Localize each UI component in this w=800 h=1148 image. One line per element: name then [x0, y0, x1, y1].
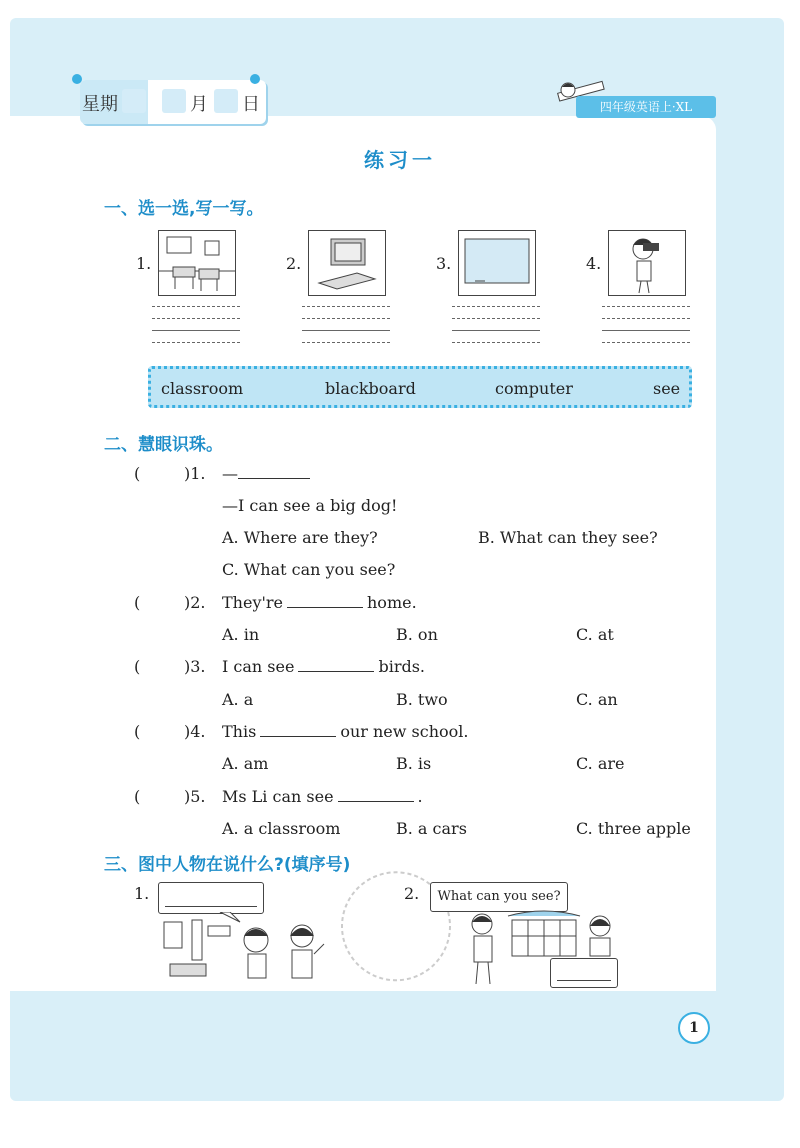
word-bank-item: blackboard: [325, 379, 416, 398]
option-b: B. on: [396, 625, 438, 644]
item-number: 2.: [286, 254, 302, 273]
option-a: A. a classroom: [222, 819, 341, 838]
option-a: A. in: [222, 625, 260, 644]
option-c: C. three apple: [576, 819, 691, 838]
week-label: 星期: [82, 94, 118, 115]
option-a: A. Where are they?: [222, 528, 378, 547]
write-line[interactable]: [152, 330, 240, 331]
page-number: 1: [678, 1012, 710, 1044]
write-line[interactable]: [302, 342, 390, 343]
option-a: A. am: [222, 754, 269, 773]
boy-with-binoculars-picture: [608, 230, 686, 296]
answer-paren-open: (: [134, 464, 141, 483]
question-text: Ms Li can see .: [222, 787, 423, 806]
item-number: 4.: [586, 254, 602, 273]
write-line[interactable]: [452, 306, 540, 307]
question-number: )4.: [184, 722, 206, 741]
item-number: 2.: [404, 884, 420, 903]
write-line[interactable]: [302, 318, 390, 319]
option-b: B. two: [396, 690, 448, 709]
item-number: 3.: [436, 254, 452, 273]
week-blank[interactable]: [122, 89, 146, 113]
item-number: 1.: [134, 884, 150, 903]
blackboard-picture: [458, 230, 536, 296]
page-title: 练习一: [364, 148, 436, 172]
pin-icon: [72, 74, 82, 84]
speech-bubble-answer[interactable]: [158, 882, 264, 914]
classroom-scene-illustration: [160, 912, 280, 986]
option-c: C. at: [576, 625, 614, 644]
section2-heading: 二、慧眼识珠。: [104, 435, 223, 455]
answer-paren-open: (: [134, 787, 141, 806]
woman-illustration: [580, 912, 620, 958]
write-line[interactable]: [602, 342, 690, 343]
question-text: I can see birds.: [222, 657, 425, 676]
option-b: B. a cars: [396, 819, 467, 838]
answer-paren-open: (: [134, 593, 141, 612]
question-text: —: [222, 464, 310, 483]
answer-paren-open: (: [134, 722, 141, 741]
speech-bubble-answer[interactable]: [550, 958, 618, 988]
write-line[interactable]: [152, 306, 240, 307]
classroom-picture: [158, 230, 236, 296]
write-line[interactable]: [452, 318, 540, 319]
write-line[interactable]: [602, 330, 690, 331]
answer-blank[interactable]: [287, 593, 363, 608]
date-box: [80, 80, 266, 124]
paper-left: [10, 116, 110, 991]
question-text: —I can see a big dog!: [222, 496, 398, 515]
answer-paren-open: (: [134, 657, 141, 676]
question-number: )5.: [184, 787, 206, 806]
day-blank[interactable]: [214, 89, 238, 113]
answer-blank[interactable]: [238, 464, 310, 479]
word-bank-item: see: [653, 379, 681, 398]
option-c: C. an: [576, 690, 618, 709]
write-line[interactable]: [602, 306, 690, 307]
option-a: A. a: [222, 690, 254, 709]
word-bank-item: classroom: [161, 379, 244, 398]
computer-picture: [308, 230, 386, 296]
question-text: They're home.: [222, 593, 417, 612]
section1-heading: 一、选一选,写一写。: [104, 199, 264, 219]
question-number: )2.: [184, 593, 206, 612]
write-line[interactable]: [152, 342, 240, 343]
answer-blank[interactable]: [298, 657, 374, 672]
question-number: )3.: [184, 657, 206, 676]
word-bank-item: computer: [495, 379, 573, 398]
option-b: B. What can they see?: [478, 528, 658, 547]
answer-blank[interactable]: [260, 722, 336, 737]
question-number: )1.: [184, 464, 206, 483]
section3-heading: 三、图中人物在说什么?(填序号): [104, 855, 351, 875]
month-label: 月: [190, 94, 208, 115]
boy-on-phone-illustration: [466, 910, 502, 988]
pin-icon: [250, 74, 260, 84]
day-label: 日: [242, 94, 260, 115]
word-bank: [148, 366, 692, 408]
speech-bubble-question: What can you see?: [430, 882, 568, 912]
question-text: This our new school.: [222, 722, 469, 741]
item-number: 1.: [136, 254, 152, 273]
book-tag: 四年级英语上·XL: [576, 96, 716, 118]
write-line[interactable]: [602, 318, 690, 319]
write-line[interactable]: [452, 342, 540, 343]
write-line[interactable]: [302, 330, 390, 331]
option-c: C. What can you see?: [222, 560, 396, 579]
write-line[interactable]: [302, 306, 390, 307]
write-line[interactable]: [452, 330, 540, 331]
month-blank[interactable]: [162, 89, 186, 113]
option-b: B. is: [396, 754, 432, 773]
option-c: C. are: [576, 754, 625, 773]
answer-blank[interactable]: [338, 787, 414, 802]
write-line[interactable]: [152, 318, 240, 319]
